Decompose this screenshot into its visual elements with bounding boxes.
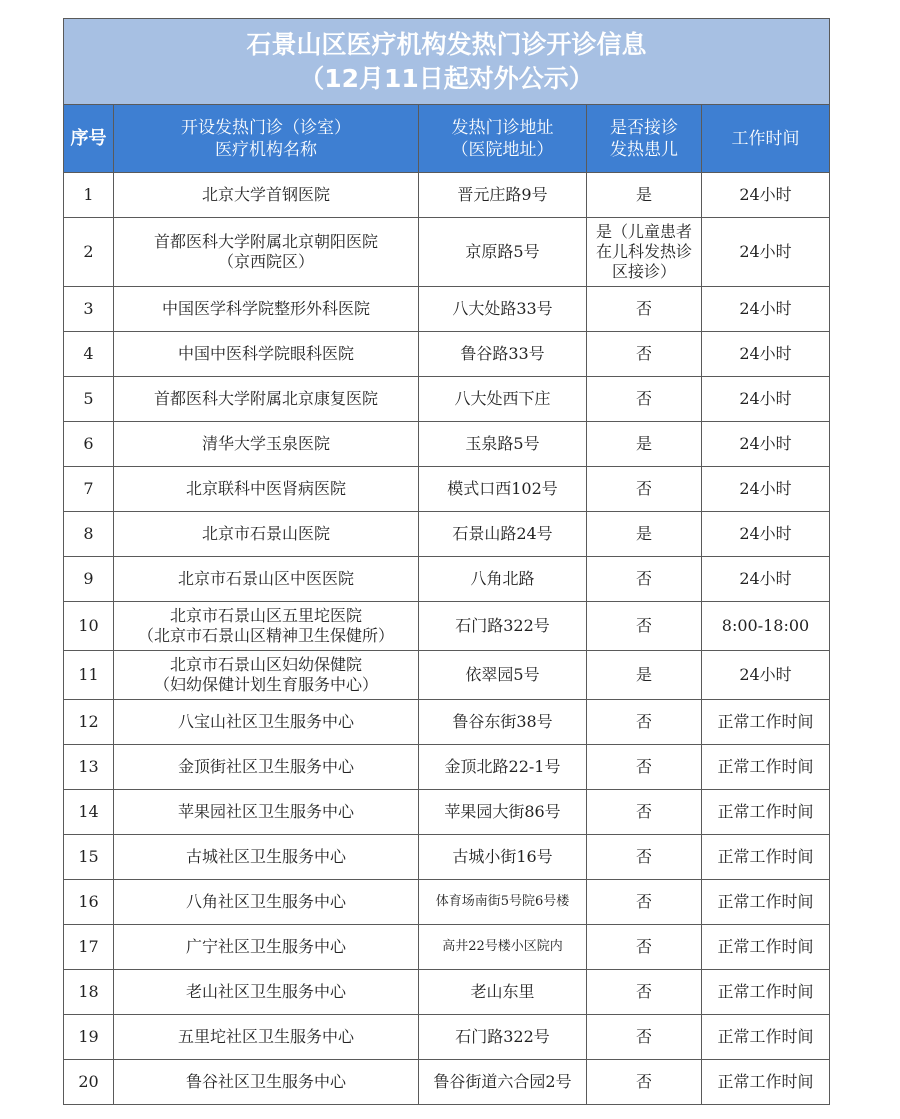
row-hours: 正常工作时间 — [702, 925, 830, 970]
accept-line-1: 否 — [635, 847, 652, 866]
institution-name-line-1: 广宁社区卫生服务中心 — [185, 937, 346, 956]
row-seq: 9 — [64, 557, 114, 602]
row-accept-children — [587, 790, 702, 835]
table-row — [64, 1015, 830, 1060]
table-row — [64, 602, 830, 651]
header-name-line-2: 医疗机构名称 — [215, 139, 317, 160]
row-seq: 5 — [64, 377, 114, 422]
row-hours: 24小时 — [702, 218, 830, 287]
row-institution-name — [114, 287, 419, 332]
row-institution-name — [114, 835, 419, 880]
title-line-1: 石景山区医疗机构发热门诊开诊信息 — [246, 29, 647, 59]
accept-line-1: 否 — [635, 569, 652, 588]
row-institution-name — [114, 1015, 419, 1060]
row-institution-name — [114, 512, 419, 557]
row-institution-name — [114, 651, 419, 700]
row-institution-name — [114, 218, 419, 287]
row-hours: 正常工作时间 — [702, 700, 830, 745]
accept-line-1: 否 — [635, 1027, 652, 1046]
row-address: 苹果园大街86号 — [419, 790, 587, 835]
row-address: 京原路5号 — [419, 218, 587, 287]
row-accept-children — [587, 651, 702, 700]
row-hours: 正常工作时间 — [702, 835, 830, 880]
accept-line-1: 是 — [635, 524, 652, 543]
table-title — [64, 19, 830, 105]
accept-line-1: 是 — [635, 185, 652, 204]
accept-line-1: 否 — [635, 757, 652, 776]
institution-name-line-2: （北京市石景山区精神卫生保健所） — [137, 626, 394, 645]
row-accept-children — [587, 925, 702, 970]
institution-name-line-1: 北京市石景山医院 — [201, 524, 330, 543]
table-row — [64, 835, 830, 880]
institution-name-line-1: 北京市石景山区中医医院 — [177, 569, 354, 588]
row-hours: 24小时 — [702, 332, 830, 377]
row-seq: 16 — [64, 880, 114, 925]
row-seq: 2 — [64, 218, 114, 287]
title-line-2: （12月11日起对外公示） — [299, 63, 594, 93]
row-institution-name — [114, 602, 419, 651]
row-accept-children — [587, 1060, 702, 1105]
row-hours: 24小时 — [702, 557, 830, 602]
row-accept-children — [587, 557, 702, 602]
row-seq: 4 — [64, 332, 114, 377]
accept-line-1: 否 — [635, 712, 652, 731]
institution-name-line-1: 鲁谷社区卫生服务中心 — [185, 1072, 346, 1091]
row-accept-children — [587, 332, 702, 377]
accept-line-1: 否 — [635, 616, 652, 635]
institution-name-line-1: 北京市石景山区五里坨医院 — [169, 606, 362, 625]
row-address: 体育场南街5号院6号楼 — [419, 880, 587, 925]
row-address: 石景山路24号 — [419, 512, 587, 557]
table-row — [64, 651, 830, 700]
row-accept-children — [587, 377, 702, 422]
row-institution-name — [114, 422, 419, 467]
row-seq: 15 — [64, 835, 114, 880]
header-address-line-1: 发热门诊地址 — [451, 117, 554, 138]
row-address: 八角北路 — [419, 557, 587, 602]
row-seq: 6 — [64, 422, 114, 467]
row-institution-name — [114, 970, 419, 1015]
table-row — [64, 377, 830, 422]
table-row — [64, 1060, 830, 1105]
accept-line-1: 是 — [635, 665, 652, 684]
header-name — [114, 105, 419, 173]
row-address: 老山东里 — [419, 970, 587, 1015]
accept-line-1: 否 — [635, 344, 652, 363]
row-address: 八大处路33号 — [419, 287, 587, 332]
institution-name-line-2: （妇幼保健计划生育服务中心） — [153, 675, 378, 694]
row-institution-name — [114, 332, 419, 377]
row-accept-children — [587, 970, 702, 1015]
table-row — [64, 745, 830, 790]
row-address: 玉泉路5号 — [419, 422, 587, 467]
row-seq: 10 — [64, 602, 114, 651]
row-hours: 正常工作时间 — [702, 790, 830, 835]
table-body — [64, 173, 830, 1105]
row-accept-children — [587, 467, 702, 512]
row-seq: 1 — [64, 173, 114, 218]
row-accept-children — [587, 745, 702, 790]
row-hours: 24小时 — [702, 287, 830, 332]
row-accept-children — [587, 602, 702, 651]
header-hours: 工作时间 — [702, 105, 830, 173]
row-seq: 20 — [64, 1060, 114, 1105]
row-institution-name — [114, 745, 419, 790]
row-seq: 11 — [64, 651, 114, 700]
row-address: 鲁谷街道六合园2号 — [419, 1060, 587, 1105]
institution-name-line-1: 中国医学科学院整形外科医院 — [161, 299, 370, 318]
row-hours: 正常工作时间 — [702, 1060, 830, 1105]
table-row — [64, 557, 830, 602]
institution-name-line-1: 首都医科大学附属北京朝阳医院 — [153, 232, 378, 251]
row-accept-children — [587, 173, 702, 218]
table-row — [64, 700, 830, 745]
row-institution-name — [114, 467, 419, 512]
row-hours: 24小时 — [702, 651, 830, 700]
row-hours: 正常工作时间 — [702, 880, 830, 925]
row-seq: 17 — [64, 925, 114, 970]
row-accept-children — [587, 700, 702, 745]
row-institution-name — [114, 1060, 419, 1105]
table-row — [64, 332, 830, 377]
table-row — [64, 790, 830, 835]
institution-name-line-1: 老山社区卫生服务中心 — [185, 982, 346, 1001]
table-row — [64, 880, 830, 925]
row-institution-name — [114, 790, 419, 835]
row-address: 八大处西下庄 — [419, 377, 587, 422]
row-address: 古城小街16号 — [419, 835, 587, 880]
row-accept-children — [587, 880, 702, 925]
row-hours: 24小时 — [702, 467, 830, 512]
institution-name-line-1: 五里坨社区卫生服务中心 — [177, 1027, 354, 1046]
row-accept-children — [587, 512, 702, 557]
row-address: 石门路322号 — [419, 602, 587, 651]
row-hours: 24小时 — [702, 377, 830, 422]
row-institution-name — [114, 557, 419, 602]
accept-line-1: 否 — [635, 299, 652, 318]
institution-name-line-1: 八角社区卫生服务中心 — [185, 892, 346, 911]
institution-name-line-1: 北京市石景山区妇幼保健院 — [169, 655, 362, 674]
table-row — [64, 287, 830, 332]
row-address: 金顶北路22-1号 — [419, 745, 587, 790]
row-address: 依翠园5号 — [419, 651, 587, 700]
table-row — [64, 467, 830, 512]
row-accept-children — [587, 218, 702, 287]
header-accept-children — [587, 105, 702, 173]
row-institution-name — [114, 173, 419, 218]
row-institution-name — [114, 700, 419, 745]
row-hours: 24小时 — [702, 512, 830, 557]
row-accept-children — [587, 422, 702, 467]
accept-line-2: 在儿科发热诊 — [595, 242, 692, 261]
header-accept-line-2: 发热患儿 — [610, 139, 678, 160]
row-hours: 24小时 — [702, 422, 830, 467]
row-seq: 7 — [64, 467, 114, 512]
table-row — [64, 218, 830, 287]
table-row — [64, 422, 830, 467]
row-hours: 正常工作时间 — [702, 745, 830, 790]
row-seq: 13 — [64, 745, 114, 790]
header-seq: 序号 — [64, 105, 114, 173]
row-address: 鲁谷路33号 — [419, 332, 587, 377]
accept-line-1: 否 — [635, 802, 652, 821]
table-row — [64, 970, 830, 1015]
accept-line-1: 是（儿童患者 — [595, 222, 692, 241]
header-address-line-2: （医院地址） — [451, 139, 554, 160]
row-hours: 24小时 — [702, 173, 830, 218]
fever-clinic-table-sheet — [63, 18, 829, 1105]
institution-name-line-1: 苹果园社区卫生服务中心 — [177, 802, 354, 821]
row-address: 模式口西102号 — [419, 467, 587, 512]
row-address: 高井22号楼小区院内 — [419, 925, 587, 970]
row-seq: 3 — [64, 287, 114, 332]
accept-line-3: 区接诊） — [611, 262, 676, 281]
row-seq: 18 — [64, 970, 114, 1015]
accept-line-1: 否 — [635, 937, 652, 956]
table-row — [64, 512, 830, 557]
header-row — [64, 105, 830, 173]
institution-name-line-1: 八宝山社区卫生服务中心 — [177, 712, 354, 731]
accept-line-1: 否 — [635, 982, 652, 1001]
institution-name-line-1: 古城社区卫生服务中心 — [185, 847, 346, 866]
row-address: 晋元庄路9号 — [419, 173, 587, 218]
accept-line-1: 否 — [635, 892, 652, 911]
row-seq: 12 — [64, 700, 114, 745]
header-accept-line-1: 是否接诊 — [610, 117, 678, 138]
accept-line-1: 是 — [635, 434, 652, 453]
row-hours: 正常工作时间 — [702, 970, 830, 1015]
accept-line-1: 否 — [635, 479, 652, 498]
table-row — [64, 173, 830, 218]
fever-clinic-table — [63, 18, 830, 1105]
institution-name-line-1: 金顶街社区卫生服务中心 — [177, 757, 354, 776]
row-address: 鲁谷东街38号 — [419, 700, 587, 745]
row-accept-children — [587, 287, 702, 332]
institution-name-line-1: 清华大学玉泉医院 — [201, 434, 330, 453]
accept-line-1: 否 — [635, 1072, 652, 1091]
row-hours: 8:00-18:00 — [702, 602, 830, 651]
row-seq: 19 — [64, 1015, 114, 1060]
row-institution-name — [114, 925, 419, 970]
row-hours: 正常工作时间 — [702, 1015, 830, 1060]
accept-line-1: 否 — [635, 389, 652, 408]
row-accept-children — [587, 835, 702, 880]
row-institution-name — [114, 880, 419, 925]
row-seq: 8 — [64, 512, 114, 557]
row-institution-name — [114, 377, 419, 422]
institution-name-line-1: 北京联科中医肾病医院 — [185, 479, 346, 498]
institution-name-line-1: 中国中医科学院眼科医院 — [177, 344, 354, 363]
institution-name-line-2: （京西院区） — [217, 252, 314, 271]
header-address — [419, 105, 587, 173]
row-address: 石门路322号 — [419, 1015, 587, 1060]
row-accept-children — [587, 1015, 702, 1060]
institution-name-line-1: 首都医科大学附属北京康复医院 — [153, 389, 378, 408]
row-seq: 14 — [64, 790, 114, 835]
table-row — [64, 925, 830, 970]
institution-name-line-1: 北京大学首钢医院 — [201, 185, 330, 204]
header-name-line-1: 开设发热门诊（诊室） — [181, 117, 351, 138]
